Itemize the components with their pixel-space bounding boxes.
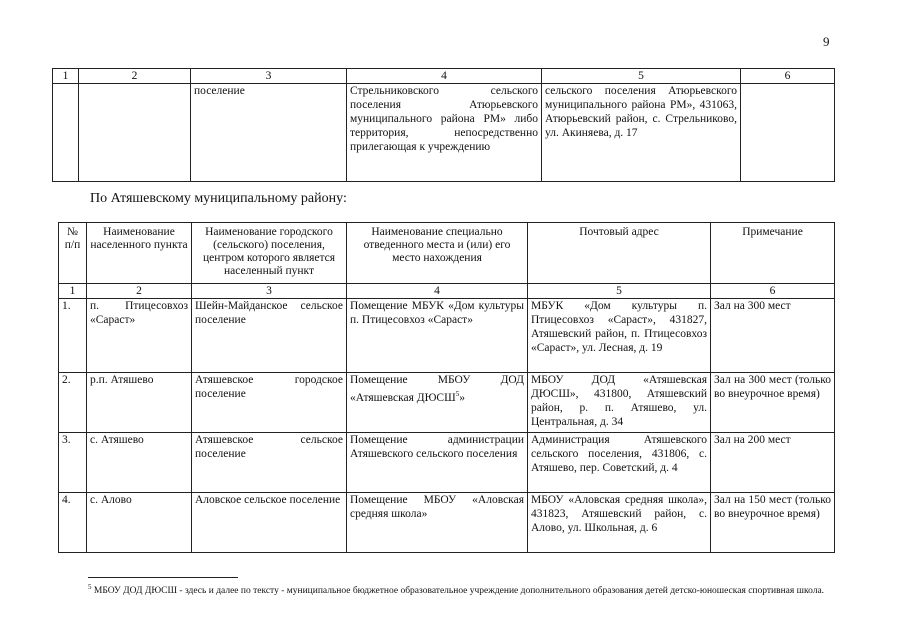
column-number: 2 [79, 69, 191, 84]
cell-note: Зал на 300 мест [711, 299, 835, 373]
cell-settlement: с. Алово [87, 493, 192, 553]
page-number: 9 [823, 34, 830, 49]
cell-place [347, 373, 528, 433]
column-number: 1 [59, 284, 87, 299]
cell-note: Зал на 300 мест (только во внеурочное время) [711, 373, 835, 433]
header-settlement: Наименование населенного пункта [87, 223, 192, 284]
cell-note [741, 84, 835, 182]
header-address: Почтовый адрес [528, 223, 711, 284]
footnote [88, 581, 840, 598]
continuation-table [52, 68, 835, 182]
footnote-text: МБОУ ДОД ДЮСШ - здесь и далее по тексту - муниципальное бюджетное образовательное учреждение дополнительного образования детей детско-юношеская спортивная школа. [93, 586, 825, 597]
column-number: 4 [347, 69, 542, 84]
column-number: 3 [192, 284, 347, 299]
cell-number: 3. [59, 433, 87, 493]
cell-settlement: п. Птицесовхоз «Сараст» [87, 299, 192, 373]
column-number: 2 [87, 284, 192, 299]
table-row [59, 433, 835, 493]
continuation-column-numbers [53, 69, 835, 84]
place-text: Помещение МБОУ ДОД «Атяшевская ДЮСШ [350, 374, 524, 404]
cell-municipality: Атяшевское городское поселение [192, 373, 347, 433]
cell-address: МБОУ ДОД «Атяшевская ДЮСШ», 431800, Атяшевский район, р. п. Атяшево, ул. Центральная, д. 34 [528, 373, 711, 433]
header-number: № п/п [59, 223, 87, 284]
section-heading: По Атяшевскому муниципальному району: [90, 191, 347, 206]
table-row [59, 493, 835, 553]
cell-place: Помещение МБОУ «Аловская средняя школа» [347, 493, 528, 553]
cell-municipality: поселение [191, 84, 347, 182]
column-number: 6 [711, 284, 835, 299]
cell-number: 1. [59, 299, 87, 373]
header-place: Наименование специально отведенного места и (или) его место нахождения [347, 223, 528, 284]
cell-note: Зал на 200 мест [711, 433, 835, 493]
cell-municipality: Атяшевское сельское поселение [192, 433, 347, 493]
cell-address: Администрация Атяшевского сельского поселения, 431806, с. Атяшево, пер. Советский, д. 4 [528, 433, 711, 493]
column-number: 6 [741, 69, 835, 84]
continuation-row [53, 84, 835, 182]
column-numbers-row [59, 284, 835, 299]
cell-place: Помещение МБУК «Дом культуры п. Птицесовхоз «Сараст» [347, 299, 528, 373]
cell-note: Зал на 150 мест (только во внеурочное время) [711, 493, 835, 553]
cell-settlement: р.п. Атяшево [87, 373, 192, 433]
cell-municipality: Шейн-Майданское сельское поселение [192, 299, 347, 373]
table-row [59, 373, 835, 433]
polling-places-table [58, 222, 835, 553]
column-number: 3 [191, 69, 347, 84]
cell-address: сельского поселения Атюрьевского муниципального района РМ», 431063, Атюрьевский район, с. Стрельниково, ул. Акиняева, д. 17 [542, 84, 741, 182]
footnote-marker: 5 [455, 390, 460, 398]
cell-number: 4. [59, 493, 87, 553]
cell-municipality: Аловское сельское поселение [192, 493, 347, 553]
column-number: 5 [542, 69, 741, 84]
cell-empty [53, 84, 79, 182]
table-row [59, 299, 835, 373]
cell-address: МБОУ «Аловская средняя школа», 431823, Атяшевский район, с. Алово, ул. Школьная, д. 6 [528, 493, 711, 553]
cell-number: 2. [59, 373, 87, 433]
cell-place: Помещение администрации Атяшевского сельского поселения [347, 433, 528, 493]
table-header-row [59, 223, 835, 284]
place-text-tail: » [459, 391, 465, 404]
column-number: 4 [347, 284, 528, 299]
footnote-marker: 5 [88, 583, 92, 591]
cell-place: Стрельниковского сельского поселения Атюрьевского муниципального района РМ» либо территория, непосредственно прилегающая к учреждению [347, 84, 542, 182]
footnote-divider [88, 577, 238, 578]
cell-address: МБУК «Дом культуры п. Птицесовхоз «Сараст», 431827, Атяшевский район, п. Птицесовхоз «Сараст», ул. Лесная, д. 19 [528, 299, 711, 373]
column-number: 1 [53, 69, 79, 84]
cell-empty [79, 84, 191, 182]
header-municipality: Наименование городского (сельского) поселения, центром которого является населенный пункт [192, 223, 347, 284]
header-note: Примечание [711, 223, 835, 284]
cell-settlement: с. Атяшево [87, 433, 192, 493]
column-number: 5 [528, 284, 711, 299]
